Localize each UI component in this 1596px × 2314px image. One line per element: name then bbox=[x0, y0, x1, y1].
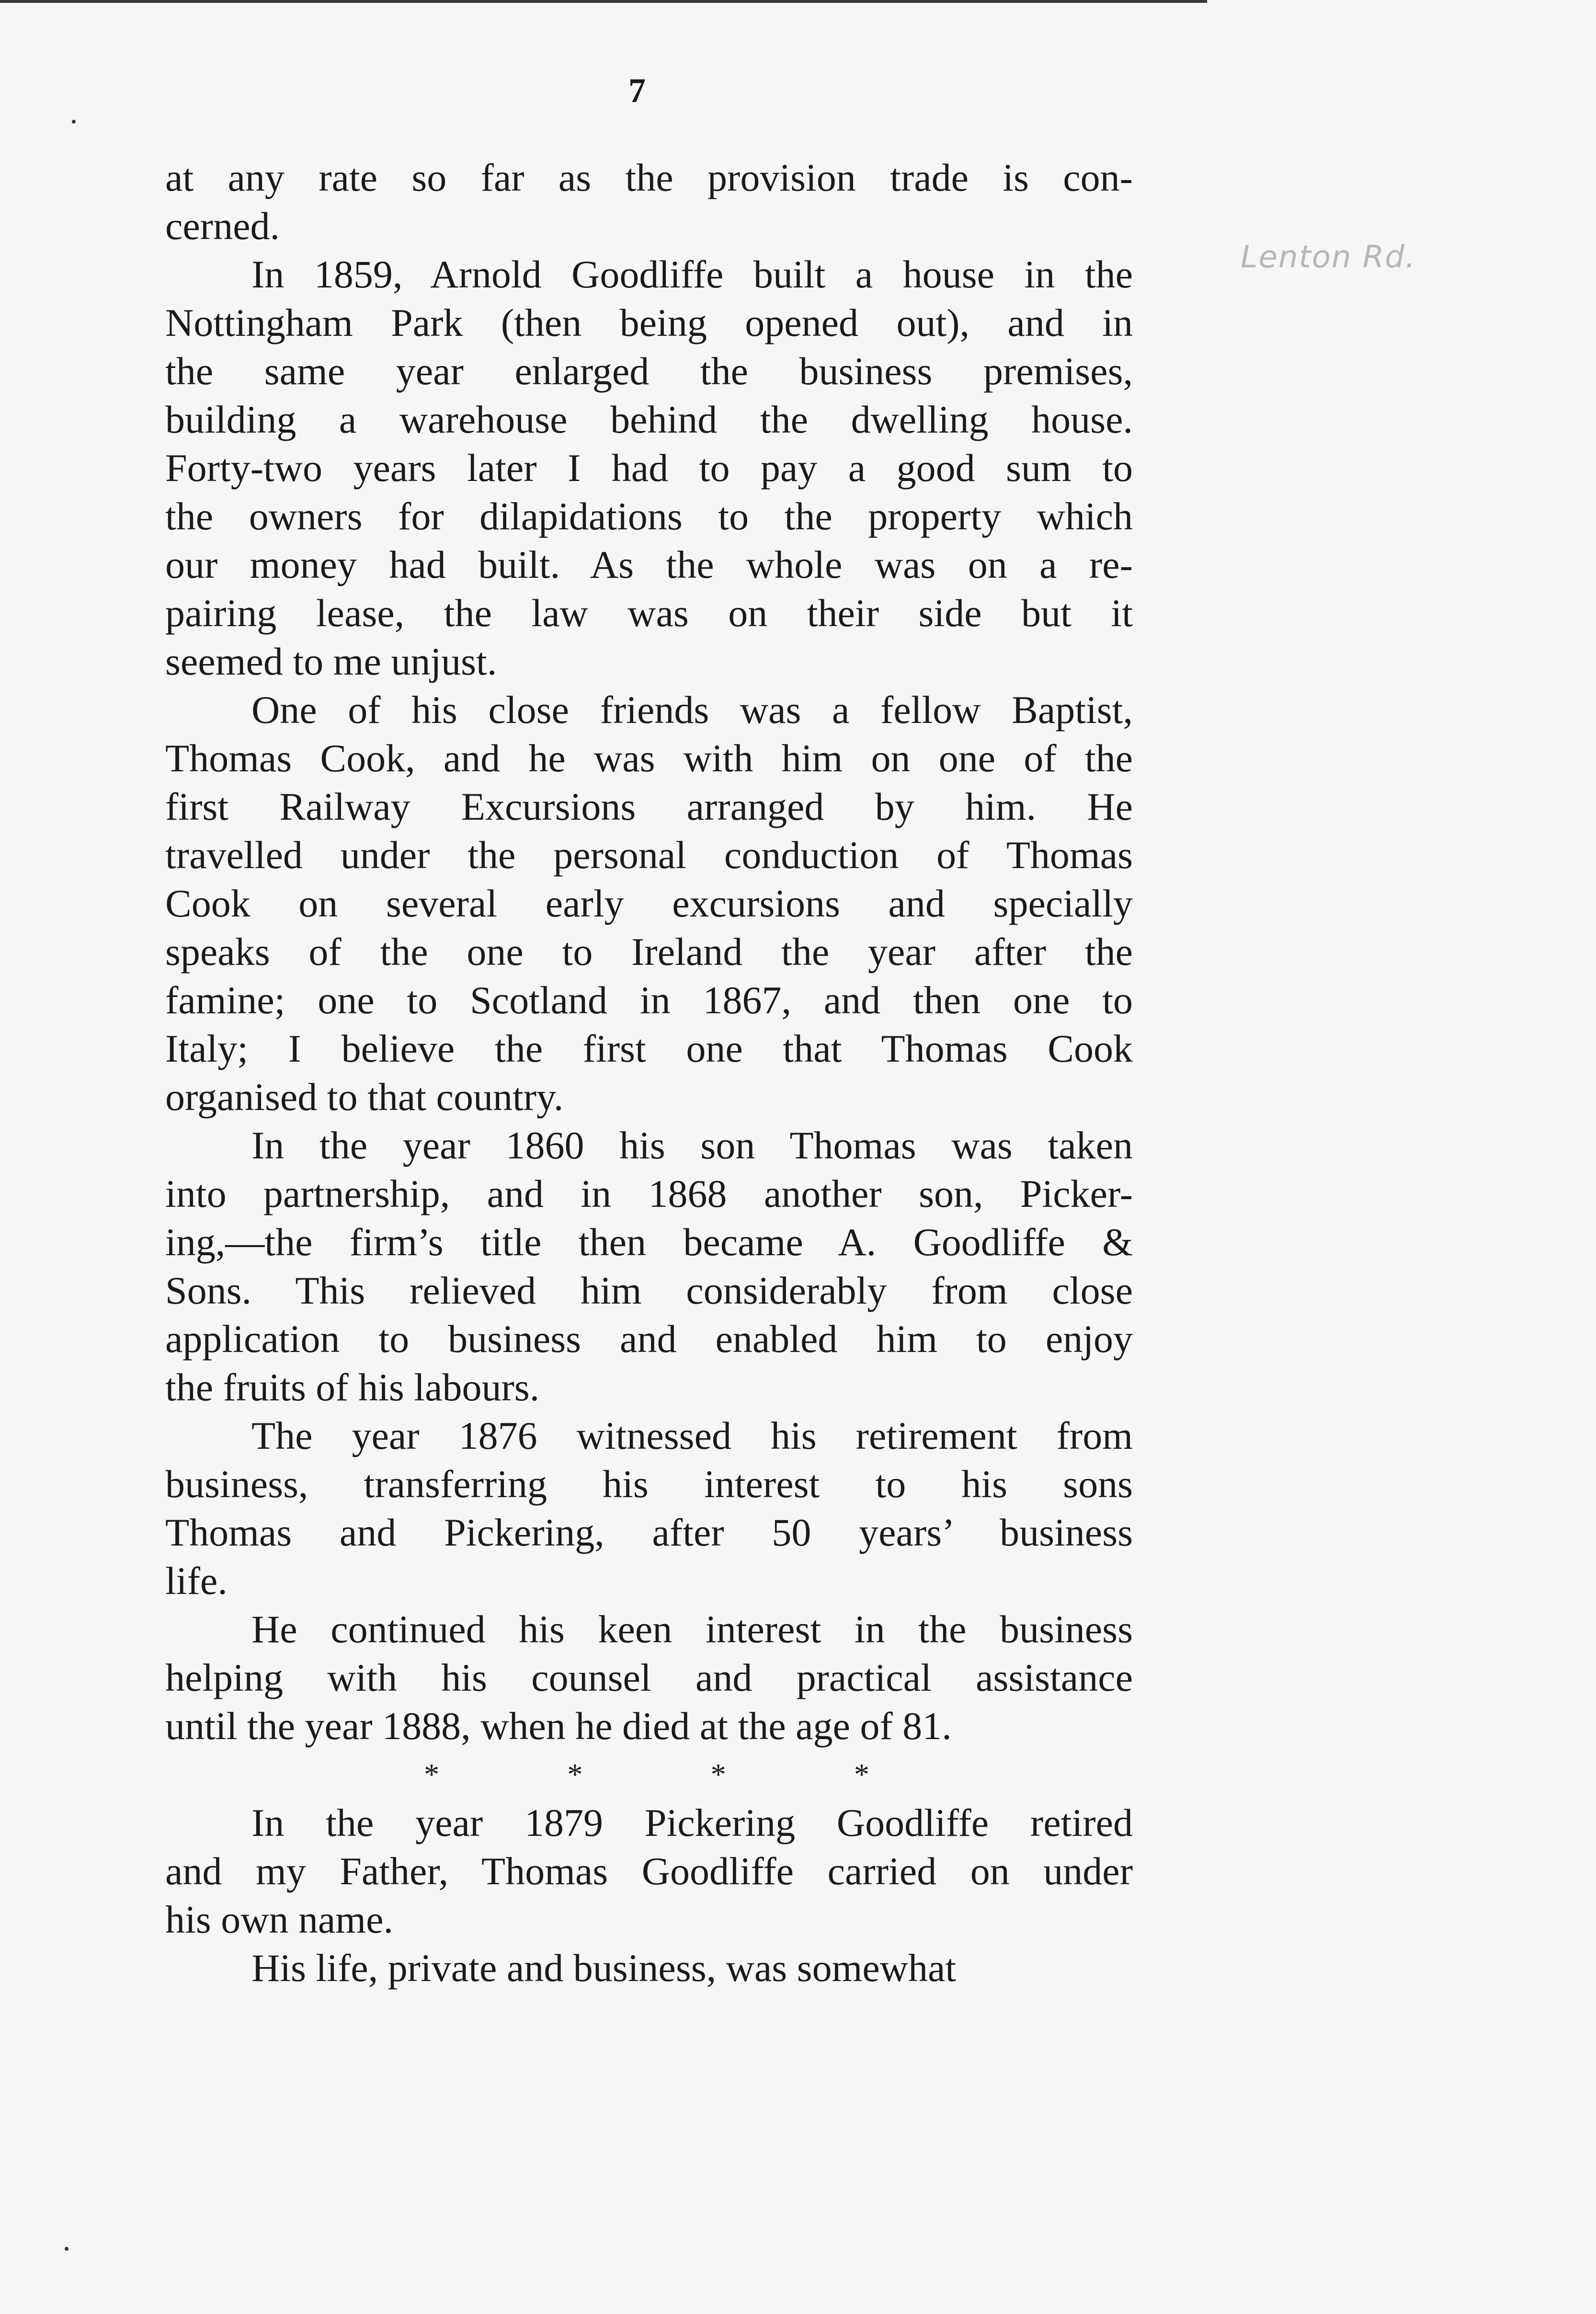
text-line: Thomas and Pickering, after 50 years’ business bbox=[165, 1511, 1133, 1554]
text-line: Thomas Cook, and he was with him on one of the bbox=[165, 736, 1133, 780]
text-line: travelled under the personal conduction of Thomas bbox=[165, 833, 1133, 877]
text-line: our money had built. As the whole was on a re- bbox=[165, 543, 1133, 586]
text-line: In the year 1879 Pickering Goodliffe retired bbox=[251, 1801, 1133, 1844]
text-line: at any rate so far as the provision trade is con- bbox=[165, 156, 1133, 199]
text-line: In the year 1860 his son Thomas was taken bbox=[251, 1123, 1133, 1167]
page-number: 7 bbox=[628, 71, 646, 110]
text-line: life. bbox=[165, 1559, 228, 1603]
text-line: speaks of the one to Ireland the year after the bbox=[165, 930, 1133, 974]
paragraph bbox=[165, 1944, 1133, 1992]
print-speck bbox=[72, 120, 76, 124]
text-line: The year 1876 witnessed his retirement from bbox=[251, 1414, 1133, 1457]
text-line: business, transferring his interest to his sons bbox=[165, 1462, 1133, 1506]
paragraph bbox=[165, 250, 1133, 686]
text-line: his own name. bbox=[165, 1898, 393, 1941]
text-line: Forty-two years later I had to pay a good sum to bbox=[165, 446, 1133, 490]
text-line: One of his close friends was a fellow Baptist, bbox=[251, 688, 1133, 732]
text-line: the fruits of his labours. bbox=[165, 1365, 540, 1409]
text-line: cerned. bbox=[165, 204, 280, 248]
separator-asterisk: * bbox=[567, 1757, 583, 1791]
text-line: the owners for dilapidations to the property which bbox=[165, 494, 1133, 538]
text-line: famine; one to Scotland in 1867, and then one to bbox=[165, 978, 1133, 1022]
top-border-line bbox=[0, 0, 1207, 3]
text-line: helping with his counsel and practical assistance bbox=[165, 1656, 1133, 1699]
text-line: He continued his keen interest in the business bbox=[251, 1607, 1133, 1651]
text-line: Cook on several early excursions and specially bbox=[165, 882, 1133, 925]
text-line: into partnership, and in 1868 another son, Picker- bbox=[165, 1172, 1133, 1215]
paragraph bbox=[165, 1411, 1133, 1605]
text-line: application to business and enabled him to enjoy bbox=[165, 1317, 1133, 1361]
paragraph bbox=[165, 1121, 1133, 1411]
text-line: In 1859, Arnold Goodliffe built a house in the bbox=[251, 252, 1133, 296]
text-line: and my Father, Thomas Goodliffe carried on under bbox=[165, 1849, 1133, 1893]
text-line: the same year enlarged the business premises, bbox=[165, 349, 1133, 393]
separator-asterisk: * bbox=[710, 1757, 726, 1791]
paragraph bbox=[165, 1605, 1133, 1750]
text-line: Sons. This relieved him considerably from close bbox=[165, 1269, 1133, 1312]
paragraph bbox=[165, 686, 1133, 1121]
text-line: Italy; I believe the first one that Thomas Cook bbox=[165, 1027, 1133, 1070]
print-speck bbox=[65, 2247, 68, 2251]
text-line: His life, private and business, was somewhat bbox=[251, 1946, 957, 1990]
text-line: Nottingham Park (then being opened out), and in bbox=[165, 301, 1133, 344]
text-line: first Railway Excursions arranged by him. He bbox=[165, 785, 1133, 828]
text-line: until the year 1888, when he died at the age of 81. bbox=[165, 1704, 952, 1748]
text-line: seemed to me unjust. bbox=[165, 640, 497, 683]
separator-asterisk: * bbox=[854, 1757, 869, 1791]
paragraph bbox=[165, 1799, 1133, 1944]
paragraph bbox=[165, 153, 1133, 250]
page-body bbox=[165, 153, 1133, 1992]
section-separator bbox=[424, 1750, 869, 1799]
separator-asterisk: * bbox=[424, 1757, 439, 1791]
text-line: building a warehouse behind the dwelling house. bbox=[165, 398, 1133, 441]
text-line: ing,—the firm’s title then became A. Goodliffe & bbox=[165, 1220, 1133, 1264]
text-line: organised to that country. bbox=[165, 1075, 564, 1119]
text-line: pairing lease, the law was on their side but it bbox=[165, 591, 1133, 635]
margin-pencil-note: Lenton Rd. bbox=[1241, 240, 1416, 275]
